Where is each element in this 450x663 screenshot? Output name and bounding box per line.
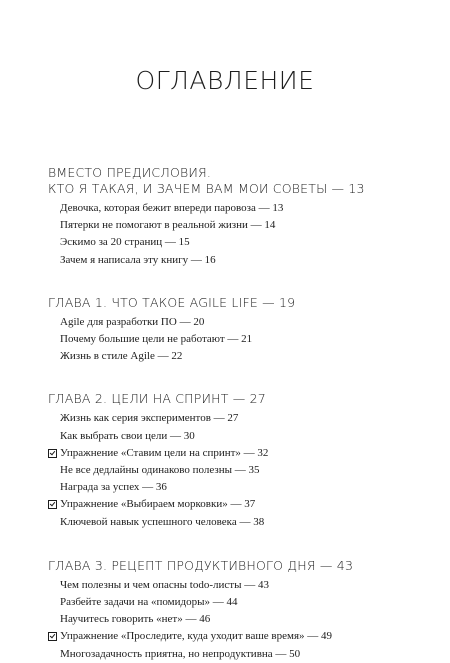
chapter-entries bbox=[48, 410, 428, 530]
toc-entry[interactable]: Награда за успех — 36 bbox=[60, 481, 167, 494]
table-of-contents bbox=[48, 165, 428, 663]
toc-entry[interactable]: Зачем я написала эту книгу — 16 bbox=[60, 253, 216, 266]
toc-entry[interactable]: Девочка, которая бежит впереди паровоза — 13 bbox=[60, 202, 284, 214]
toc-entry-exercise[interactable] bbox=[48, 445, 428, 462]
chapter-preface bbox=[48, 165, 428, 269]
toc-entry[interactable]: Agile для разработки ПО — 20 bbox=[60, 315, 205, 328]
page-title: ОГЛАВЛЕНИЕ bbox=[135, 66, 315, 95]
toc-entry-label: Упражнение «Ставим цели на спринт» — 32 bbox=[60, 446, 269, 459]
toc-entry[interactable]: Почему большие цели не работают — 21 bbox=[60, 333, 253, 346]
chapter-heading[interactable]: КТО Я ТАКАЯ, И ЗАЧЕМ ВАМ МОИ СОВЕТЫ — 13 bbox=[48, 181, 365, 196]
checkbox-icon bbox=[48, 632, 57, 641]
checkbox-icon bbox=[48, 449, 57, 458]
toc-entry[interactable]: Чем полезны и чем опасны todo-листы — 43 bbox=[60, 578, 269, 591]
chapter-spacer bbox=[48, 365, 428, 391]
chapter-3 bbox=[48, 558, 428, 663]
chapter-spacer bbox=[48, 269, 428, 295]
toc-entry[interactable]: Разбейте задачи на «помидоры» — 44 bbox=[60, 596, 238, 609]
toc-entry[interactable]: Не все дедлайны одинаково полезны — 35 bbox=[60, 464, 260, 477]
chapter-1 bbox=[48, 295, 428, 366]
toc-entry[interactable]: Жизнь в стиле Agile — 22 bbox=[60, 350, 183, 363]
toc-entry-label: Упражнение «Выбираем морковки» — 37 bbox=[60, 498, 256, 511]
chapter-heading[interactable]: ГЛАВА 2. ЦЕЛИ НА СПРИНТ — 27 bbox=[48, 391, 266, 407]
checkbox-icon bbox=[48, 500, 57, 509]
chapter-entries bbox=[48, 200, 428, 269]
toc-entry[interactable]: Как выбрать свои цели — 30 bbox=[60, 429, 195, 442]
toc-entry-label: Упражнение «Проследите, куда уходит ваше время» — 49 bbox=[60, 630, 333, 643]
chapter-heading[interactable]: ГЛАВА 1. ЧТО ТАКОЕ AGILE LIFE — 19 bbox=[48, 294, 296, 310]
toc-entry-exercise[interactable] bbox=[48, 628, 428, 645]
chapter-entries bbox=[48, 314, 428, 366]
toc-entry[interactable]: Многозадачность приятна, но непродуктивна — 50 bbox=[60, 647, 301, 660]
chapter-spacer bbox=[48, 531, 428, 558]
toc-entry[interactable]: Ключевой навык успешного человека — 38 bbox=[60, 515, 265, 528]
toc-entry[interactable]: Научитесь говорить «нет» — 46 bbox=[60, 613, 211, 626]
toc-entry-exercise[interactable] bbox=[48, 496, 428, 513]
toc-entry[interactable]: Жизнь как серия экспериментов — 27 bbox=[60, 412, 239, 425]
chapter-heading[interactable]: ВМЕСТО ПРЕДИСЛОВИЯ. bbox=[48, 165, 212, 180]
toc-entry[interactable]: Эскимо за 20 страниц — 15 bbox=[60, 236, 190, 249]
chapter-2 bbox=[48, 391, 428, 530]
chapter-heading[interactable]: ГЛАВА 3. РЕЦЕПТ ПРОДУКТИВНОГО ДНЯ — 43 bbox=[48, 557, 354, 573]
toc-entry[interactable]: Пятерки не помогают в реальной жизни — 14 bbox=[60, 219, 276, 232]
chapter-entries bbox=[48, 577, 428, 663]
